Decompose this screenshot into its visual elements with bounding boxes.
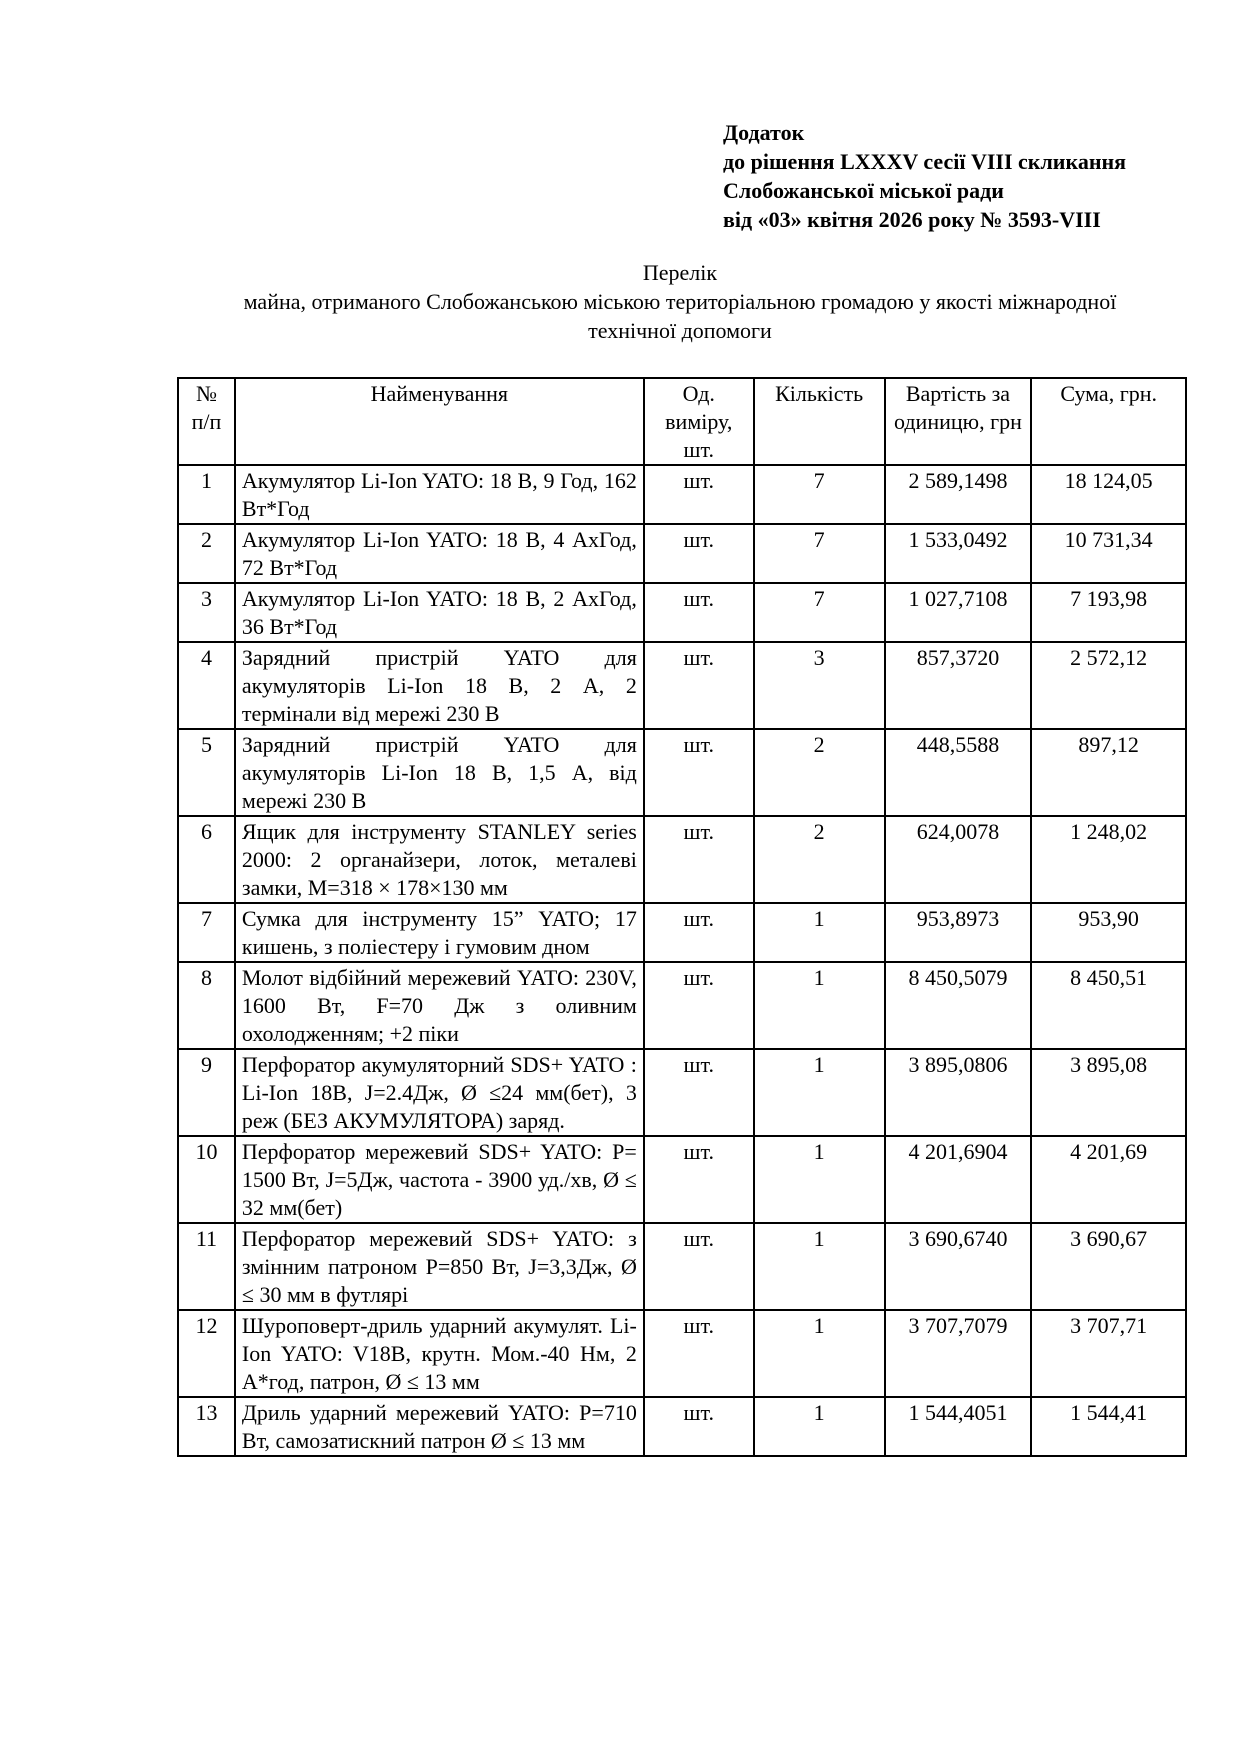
approval-line: від «03» квітня 2026 року № 3593-VIII: [723, 207, 1101, 232]
cell-qty: 2: [754, 729, 885, 816]
cell-num: 3: [178, 583, 235, 642]
cell-price: 3 707,7079: [885, 1310, 1032, 1397]
header-name: Найменування: [235, 378, 644, 465]
cell-name: Сумка для інструменту 15” YATO; 17 кишень, з поліестеру і гумовим дном: [235, 903, 644, 962]
cell-name: Акумулятор Li-Ion YATO: 18 В, 4 АхГод, 72 Вт*Год: [235, 524, 644, 583]
table-row: [178, 1310, 1186, 1397]
cell-qty: 3: [754, 642, 885, 729]
table-row: [178, 1397, 1186, 1456]
approval-line: до рішення LXXXV сесії VIII скликання: [723, 149, 1127, 174]
cell-num: 6: [178, 816, 235, 903]
cell-num: 2: [178, 524, 235, 583]
cell-num: 7: [178, 903, 235, 962]
document-title: [160, 258, 1200, 345]
cell-price: 2 589,1498: [885, 465, 1032, 524]
cell-sum: 2 572,12: [1031, 642, 1186, 729]
cell-num: 4: [178, 642, 235, 729]
approval-block: [723, 118, 1126, 234]
cell-qty: 1: [754, 1397, 885, 1456]
cell-num: 8: [178, 962, 235, 1049]
cell-price: 1 544,4051: [885, 1397, 1032, 1456]
cell-qty: 1: [754, 962, 885, 1049]
property-table: [177, 377, 1187, 1457]
cell-name: Акумулятор Li-Ion YATO: 18 В, 9 Год, 162 Вт*Год: [235, 465, 644, 524]
cell-sum: 1 248,02: [1031, 816, 1186, 903]
header-price: Вартість за одиницю, грн: [885, 378, 1032, 465]
cell-unit: шт.: [644, 962, 754, 1049]
cell-qty: 1: [754, 1136, 885, 1223]
cell-unit: шт.: [644, 816, 754, 903]
table-row: [178, 1136, 1186, 1223]
cell-sum: 3 690,67: [1031, 1223, 1186, 1310]
header-unit: Од. виміру, шт.: [644, 378, 754, 465]
cell-unit: шт.: [644, 729, 754, 816]
cell-sum: 3 895,08: [1031, 1049, 1186, 1136]
cell-price: 1 533,0492: [885, 524, 1032, 583]
approval-line: Слобожанської міської ради: [723, 178, 1004, 203]
cell-price: 8 450,5079: [885, 962, 1032, 1049]
cell-unit: шт.: [644, 1310, 754, 1397]
cell-unit: шт.: [644, 465, 754, 524]
cell-qty: 1: [754, 1310, 885, 1397]
cell-sum: 953,90: [1031, 903, 1186, 962]
cell-price: 857,3720: [885, 642, 1032, 729]
cell-qty: 7: [754, 524, 885, 583]
cell-price: 448,5588: [885, 729, 1032, 816]
cell-sum: 8 450,51: [1031, 962, 1186, 1049]
cell-sum: 4 201,69: [1031, 1136, 1186, 1223]
cell-num: 5: [178, 729, 235, 816]
cell-price: 953,8973: [885, 903, 1032, 962]
cell-unit: шт.: [644, 642, 754, 729]
cell-name: Дриль ударний мережевий YATO: P=710 Вт, самозатискний патрон Ø ≤ 13 мм: [235, 1397, 644, 1456]
cell-price: 3 690,6740: [885, 1223, 1032, 1310]
header-num: № п/п: [178, 378, 235, 465]
cell-unit: шт.: [644, 1136, 754, 1223]
cell-num: 10: [178, 1136, 235, 1223]
cell-qty: 7: [754, 583, 885, 642]
cell-qty: 1: [754, 1049, 885, 1136]
cell-sum: 10 731,34: [1031, 524, 1186, 583]
cell-name: Ящик для інструменту STANLEY series 2000: 2 органайзери, лоток, металеві замки, М=318 × 178×130 мм: [235, 816, 644, 903]
cell-name: Шуроповерт-дриль ударний акумулят. Li-Ion YATO: V18В, крутн. Мом.-40 Нм, 2 А*год, патрон, Ø ≤ 13 мм: [235, 1310, 644, 1397]
cell-num: 11: [178, 1223, 235, 1310]
header-sum: Сума, грн.: [1031, 378, 1186, 465]
cell-sum: 7 193,98: [1031, 583, 1186, 642]
cell-num: 9: [178, 1049, 235, 1136]
table-row: [178, 903, 1186, 962]
cell-name: Молот відбійний мережевий YATO: 230V, 1600 Вт, F=70 Дж з оливним охолодженням; +2 піки: [235, 962, 644, 1049]
cell-sum: 18 124,05: [1031, 465, 1186, 524]
cell-qty: 2: [754, 816, 885, 903]
cell-name: Зарядний пристрій YATO для акумуляторів Li-Ion 18 В, 2 А, 2 термінали від мережі 230 В: [235, 642, 644, 729]
cell-name: Перфоратор мережевий SDS+ YATO: з змінним патроном P=850 Вт, J=3,3Дж, Ø ≤ 30 мм в футлярі: [235, 1223, 644, 1310]
cell-unit: шт.: [644, 1223, 754, 1310]
cell-price: 624,0078: [885, 816, 1032, 903]
table-row: [178, 524, 1186, 583]
cell-unit: шт.: [644, 524, 754, 583]
cell-name: Перфоратор мережевий SDS+ YATO: P= 1500 Вт, J=5Дж, частота - 3900 уд./хв, Ø ≤ 32 мм(бет): [235, 1136, 644, 1223]
table-row: [178, 729, 1186, 816]
title-subtitle-line: технічної допомоги: [588, 318, 772, 343]
table-row: [178, 642, 1186, 729]
cell-name: Перфоратор акумуляторний SDS+ YATO : Li-Ion 18В, J=2.4Дж, Ø ≤24 мм(бет), 3 реж (БЕЗ АКУМУЛЯТОРА) заряд.: [235, 1049, 644, 1136]
title-subtitle-line: майна, отриманого Слобожанською міською територіальною громадою у якості міжнародної: [243, 289, 1117, 314]
cell-unit: шт.: [644, 1397, 754, 1456]
cell-unit: шт.: [644, 1049, 754, 1136]
table-row: [178, 1223, 1186, 1310]
cell-name: Зарядний пристрій YATO для акумуляторів Li-Ion 18 В, 1,5 А, від мережі 230 В: [235, 729, 644, 816]
cell-price: 3 895,0806: [885, 1049, 1032, 1136]
table-row: [178, 1049, 1186, 1136]
cell-qty: 7: [754, 465, 885, 524]
cell-unit: шт.: [644, 903, 754, 962]
title-heading: Перелік: [642, 260, 718, 285]
cell-num: 13: [178, 1397, 235, 1456]
table-row: [178, 962, 1186, 1049]
approval-line: Додаток: [723, 120, 805, 145]
cell-name: Акумулятор Li-Ion YATO: 18 В, 2 АхГод, 36 Вт*Год: [235, 583, 644, 642]
cell-price: 4 201,6904: [885, 1136, 1032, 1223]
cell-qty: 1: [754, 1223, 885, 1310]
cell-price: 1 027,7108: [885, 583, 1032, 642]
cell-num: 12: [178, 1310, 235, 1397]
cell-sum: 3 707,71: [1031, 1310, 1186, 1397]
cell-qty: 1: [754, 903, 885, 962]
table-row: [178, 816, 1186, 903]
cell-sum: 1 544,41: [1031, 1397, 1186, 1456]
table-header-row: [178, 378, 1186, 465]
cell-sum: 897,12: [1031, 729, 1186, 816]
cell-unit: шт.: [644, 583, 754, 642]
header-qty: Кількість: [754, 378, 885, 465]
cell-num: 1: [178, 465, 235, 524]
table-row: [178, 583, 1186, 642]
table-row: [178, 465, 1186, 524]
